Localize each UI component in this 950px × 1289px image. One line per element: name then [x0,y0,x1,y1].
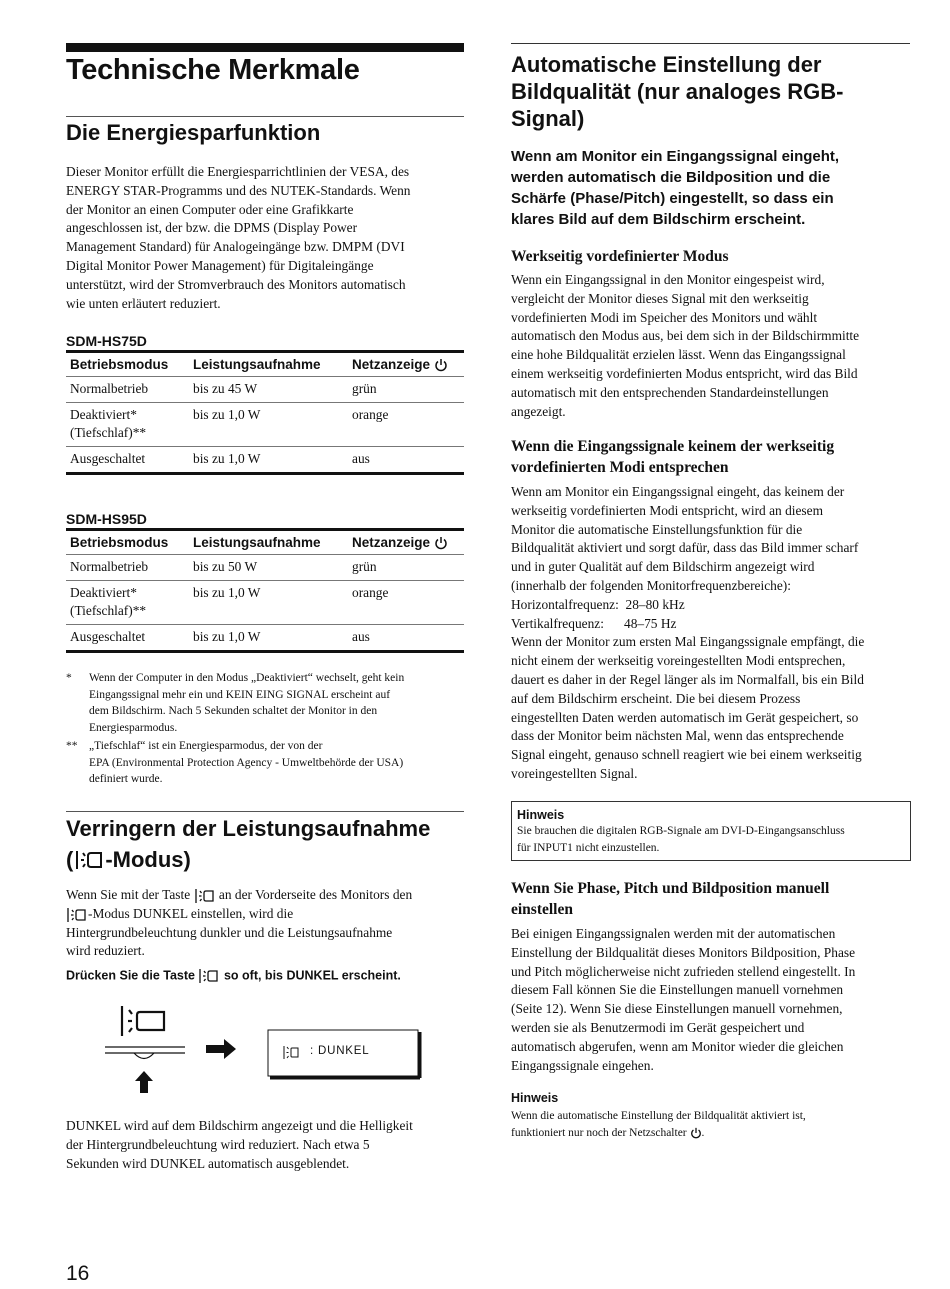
table-row [66,403,464,447]
text-line: Eingangssignal mehr ein und KEIN EING SIGNAL erscheint auf [89,688,391,701]
text-line: nicht einem der werkseitig voreingestellten Modi entsprechen, [511,653,846,669]
power-table-hs95d [66,528,464,653]
text-line: werden sie als Benutzermodi im Gerät gespeichert und [511,1019,805,1035]
text-line: Horizontalfrequenz: 28–80 kHz [511,596,685,612]
hint2-text [511,1108,911,1142]
text-line: Wenn ein Eingangssignal in den Monitor eingespeist wird, [511,272,825,287]
col-header: Betriebsmodus [70,535,169,551]
col-header: Netzanzeige [348,530,464,555]
reduce-heading [66,815,466,874]
cell: aus [348,625,464,652]
text-line: Energiesparmodus. [89,721,178,734]
cell: bis zu 1,0 W [189,581,348,625]
text-line: Hintergrundbeleuchtung dunkler und die Leistungsaufnahme [66,924,393,940]
text-line: funktioniert nur noch der Netzschalter . [511,1127,705,1139]
table-row [66,581,464,625]
text-line: Eingangssignale eingehen. [511,1057,654,1073]
cell: bis zu 1,0 W [189,447,348,474]
text-line: Signal eingeht, genauso schnell reagiert wie bei einem werkseitig [511,747,862,763]
hint-text [517,823,905,857]
energy-heading: Die Energiesparfunktion [66,120,321,145]
power-icon [690,1127,702,1139]
text-line: ENERGY STAR-Programms und des NUTEK-Standards. Wenn [66,182,411,198]
text-line: Digital Monitor Power Management) für Digitaleingänge [66,257,374,273]
text-line: klares Bild auf dem Bildschirm erscheint. [511,211,806,228]
heading-line: Wenn Sie Phase, Pitch und Bildposition manuell [511,880,830,897]
table-row [66,377,464,403]
cell: bis zu 1,0 W [189,403,348,447]
hint2-title: Hinweis [511,1091,559,1105]
text-line: Monitor die automatische Einstellungsfunktion für die [511,521,803,537]
page-number: 16 [66,1262,90,1285]
text-line: dem Bildschirm. Nach 5 Sekunden schaltet der Monitor in den [89,705,378,717]
table-row [66,555,464,581]
cell: orange [348,581,464,625]
cell: Normalbetrieb [66,555,189,581]
text-line: auf dem Bildschirm erscheint. Die bei diesem Prozess [511,690,801,706]
heading-line: einstellen [511,901,573,918]
text-line: für INPUT1 nicht einzustellen. [517,842,660,854]
footnote-mark: ** [66,740,78,752]
heading-line: Verringern der Leistungsaufnahme [66,816,431,841]
cell: Deaktiviert* (Tiefschlaf)** [66,581,189,625]
section-rule [66,116,464,117]
text-line: Einstellung der Bildqualität dieses Monitors Bildposition, Phase [511,944,856,960]
cell: Ausgeschaltet [66,625,189,652]
right-arrow-icon [206,1039,236,1059]
cell: grün [348,555,464,581]
hint-box [511,801,911,861]
col-header: Leistungsaufnahme [193,535,321,551]
text-line: Sekunden wird DUNKEL automatisch ausgeblendet. [66,1155,350,1171]
text-line: eine hohe Bildqualität erzielen lässt. Wenn das Eingangssignal [511,347,846,363]
text-line: diesem Fall können Sie die Einstellungen manuell vornehmen [511,982,844,998]
eco-mode-button-icon [122,1006,164,1036]
footnote-mark: * [66,672,72,684]
footnote [89,670,469,736]
text-line: -Modus DUNKEL einstellen, wird die [66,905,466,924]
cell: bis zu 45 W [189,377,348,403]
text-line: dauert es daher in der Regel länger als im Normalfall, bis ein Bild [511,671,864,687]
text-line: Bildqualität aktiviert und sorgt dafür, dass das Bild immer scharf [511,540,859,556]
heading-line: Bildqualität (nur analoges RGB- [511,79,844,104]
page-title: Technische Merkmale [66,54,360,86]
text-line: Wenn der Computer in den Modus „Deaktiviert“ wechselt, geht kein [89,672,405,684]
eco-mode-icon [194,888,216,904]
heading-line: Signal) [511,106,585,131]
eco-mode-icon [66,907,88,923]
table-row [66,447,464,474]
text-line: Sie brauchen die digitalen RGB-Signale am DVI-D-Eingangsanschluss [517,825,845,837]
text-line: angeschlossen ist, der bzw. die DPMS (Display Power [66,220,358,236]
cell: aus [348,447,464,474]
text-line: Wenn am Monitor ein Eingangssignal eingeht, das keinem der [511,484,845,499]
reduce-paragraph-2 [66,1117,466,1173]
manual-heading [511,878,911,920]
footnote [89,738,469,788]
manual-paragraph [511,925,911,1075]
text-line: und in guter Qualität auf dem Bildschirm angezeigt wird [511,559,815,575]
up-arrow-icon [135,1071,153,1093]
col-header: Netzanzeige [348,352,464,377]
table-row [66,625,464,652]
lead-paragraph [511,146,911,230]
heading-line: vordefinierten Modi entsprechen [511,459,729,476]
text-line: definiert wurde. [89,773,163,785]
nonpreset-paragraph [511,483,911,784]
col-header: Betriebsmodus [70,357,169,373]
text-line: Wenn Sie mit der Taste an der Vorderseite des Monitors den [66,887,413,902]
text-line: eingestellten Daten werden automatisch im Gerät gespeichert, so [511,709,859,725]
col-header: Leistungsaufnahme [193,357,321,373]
heading-line: Automatische Einstellung der [511,52,822,77]
section-rule [66,811,464,812]
cell: orange [348,403,464,447]
text-line: voreingestellten Signal. [511,765,638,781]
text-line: Schärfe (Phase/Pitch) eingestellt, so dass ein [511,190,834,207]
text-line: wie unten erläutert reduziert. [66,295,221,311]
eco-mode-icon [198,968,220,984]
cell: bis zu 1,0 W [189,625,348,652]
instruction: Drücken Sie die Taste so oft, bis DUNKEL erscheint. [66,968,401,983]
text-line: Wenn die automatische Einstellung der Bildqualität aktiviert ist, [511,1110,806,1122]
text-line: dass der Monitor beim nächsten Mal, wenn das entsprechende [511,728,844,744]
text-line: Wenn am Monitor ein Eingangssignal eingeht, [511,148,840,165]
text-line: automatisch abgerufen, wenn am Monitor wieder die gleichen [511,1038,844,1054]
power-icon [434,536,448,550]
auto-adjust-heading [511,51,911,132]
text-line: EPA (Environmental Protection Agency - Umweltbehörde der USA) [89,756,404,769]
text-line: (innerhalb der folgenden Monitorfrequenzbereiche): [511,577,791,593]
preset-heading: Werkseitig vordefinierter Modus [511,248,729,265]
reduce-paragraph [66,886,466,961]
cell: bis zu 50 W [189,555,348,581]
text-line: unterstützt, wird der Stromverbrauch des Monitors automatisch [66,276,406,292]
heading-line: ( -Modus) [66,847,191,872]
table-model-label: SDM-HS95D [66,511,147,527]
table-model-label: SDM-HS75D [66,333,147,349]
text-line: Management Standard) für Analogeingänge bzw. DMPM (DVI [66,239,405,255]
text-line: wird reduziert. [66,943,145,959]
nonpreset-heading [511,436,911,478]
hint-title: Hinweis [517,808,565,822]
power-table-hs75d [66,350,464,475]
button-press-illustration [100,1002,430,1102]
cell: Deaktiviert* (Tiefschlaf)** [66,403,189,447]
cell: Normalbetrieb [66,377,189,403]
text-line: Wenn der Monitor zum ersten Mal Eingangssignale empfängt, die [511,634,865,650]
text-line: angezeigt. [511,403,566,419]
text-line: automatisch mit den entsprechenden Standardeinstellungen [511,384,829,400]
text-line: und Pitch möglicherweise nicht zufrieden stellend eingestellt. In [511,963,856,979]
eco-mode-icon [74,848,104,872]
cell: Ausgeschaltet [66,447,189,474]
text-line: der Monitor an einen Computer oder eine Grafikkarte [66,201,354,217]
osd-label: : DUNKEL [310,1045,370,1057]
text-line: einem werkseitig vordefinierten Modus entspricht, wird das Bild [511,365,858,381]
text-line: DUNKEL wird auf dem Bildschirm angezeigt und die Helligkeit [66,1118,413,1133]
power-icon [434,358,448,372]
text-line: Dieser Monitor erfüllt die Energiesparrichtlinien der VESA, des [66,164,410,179]
text-line: werkseitig vordefinierten Modi entspricht, wird an diesem [511,502,823,518]
text-line: vergleicht der Monitor dieses Signal mit den werkseitig [511,290,809,306]
title-rule [66,43,464,52]
text-line: werden automatisch die Bildposition und die [511,169,831,186]
text-line: der Hintergrundbeleuchtung wird reduziert. Nach etwa 5 [66,1136,370,1152]
section-rule [511,43,910,44]
heading-line: Wenn die Eingangssignale keinem der werkseitig [511,438,835,455]
text-line: Bei einigen Eingangssignalen werden mit der automatischen [511,926,836,941]
text-line: vordefinierten Modi im Speicher des Monitors und wählt [511,309,818,325]
preset-paragraph [511,271,911,421]
cell: grün [348,377,464,403]
text-line: Vertikalfrequenz: 48–75 Hz [511,615,677,631]
text-line: automatisch den Modus aus, bei dem sich in der Bildschirmmitte [511,328,860,344]
text-line: (Seite 12). Wenn Sie diese Einstellungen manuell vornehmen, [511,1001,843,1017]
energy-paragraph [66,163,466,313]
text-line: „Tiefschlaf“ ist ein Energiesparmodus, der von der [89,740,323,752]
